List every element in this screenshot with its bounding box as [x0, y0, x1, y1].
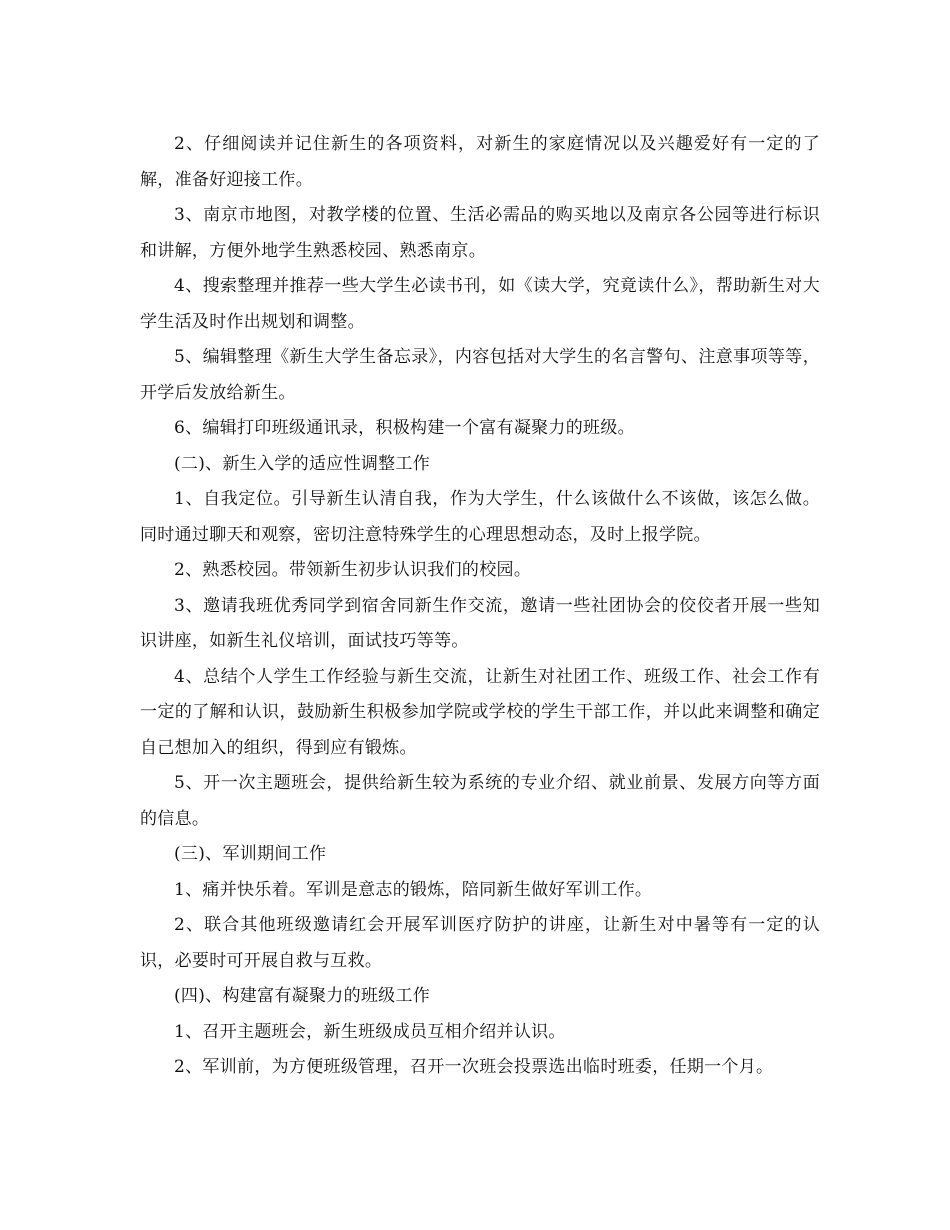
document-body [140, 127, 820, 1086]
paragraph: 2、仔细阅读并记住新生的各项资料，对新生的家庭情况以及兴趣爱好有一定的了解，准备好迎接工作。 [140, 134, 820, 190]
paragraph: 3、邀请我班优秀同学到宿舍同新生作交流，邀请一些社团协会的佼佼者开展一些知识讲座，如新生礼仪培训，面试技巧等等。 [140, 595, 820, 651]
section-heading: (三)、军训期间工作 [174, 844, 327, 864]
paragraph: 3、南京市地图，对教学楼的位置、生活必需品的购买地以及南京各公园等进行标识和讲解，方便外地学生熟悉校园、熟悉南京。 [140, 205, 820, 261]
paragraph: 2、联合其他班级邀请红会开展军训医疗防护的讲座，让新生对中暑等有一定的认识，必要时可开展自救与互救。 [140, 915, 820, 971]
paragraph: 2、熟悉校园。带领新生初步认识我们的校园。 [174, 560, 532, 580]
paragraph: 1、痛并快乐着。军训是意志的锻炼，陪同新生做好军训工作。 [174, 879, 653, 900]
paragraph: 1、召开主题班会，新生班级成员互相介绍并认识。 [174, 1021, 566, 1042]
paragraph: 5、编辑整理《新生大学生备忘录》，内容包括对大学生的名言警句、注意事项等等，开学后发放给新生。 [140, 347, 820, 403]
paragraph: 4、搜索整理并推荐一些大学生必读书刊，如《读大学，究竟读什么》，帮助新生对大学生活及时作出规划和调整。 [140, 276, 820, 332]
paragraph: 6、编辑打印班级通讯录，积极构建一个富有凝聚力的班级。 [174, 418, 635, 438]
paragraph: 2、军训前，为方便班级管理，召开一次班会投票选出临时班委，任期一个月。 [174, 1057, 774, 1077]
paragraph: 4、总结个人学生工作经验与新生交流，让新生对社团工作、班级工作、社会工作有一定的了解和认识，鼓励新生积极参加学院或学校的学生干部工作，并以此来调整和确定自己想加入的组织，得到应有锻炼。 [140, 666, 820, 758]
section-heading: (四)、构建富有凝聚力的班级工作 [174, 986, 431, 1006]
paragraph: 5、开一次主题班会，提供给新生较为系统的专业介绍、就业前景、发展方向等方面的信息。 [140, 773, 820, 829]
paragraph: 1、自我定位。引导新生认清自我，作为大学生，什么该做什么不该做，该怎么做。同时通过聊天和观察，密切注意特殊学生的心理思想动态，及时上报学院。 [140, 489, 820, 545]
section-heading: (二)、新生入学的适应性调整工作 [174, 453, 431, 474]
